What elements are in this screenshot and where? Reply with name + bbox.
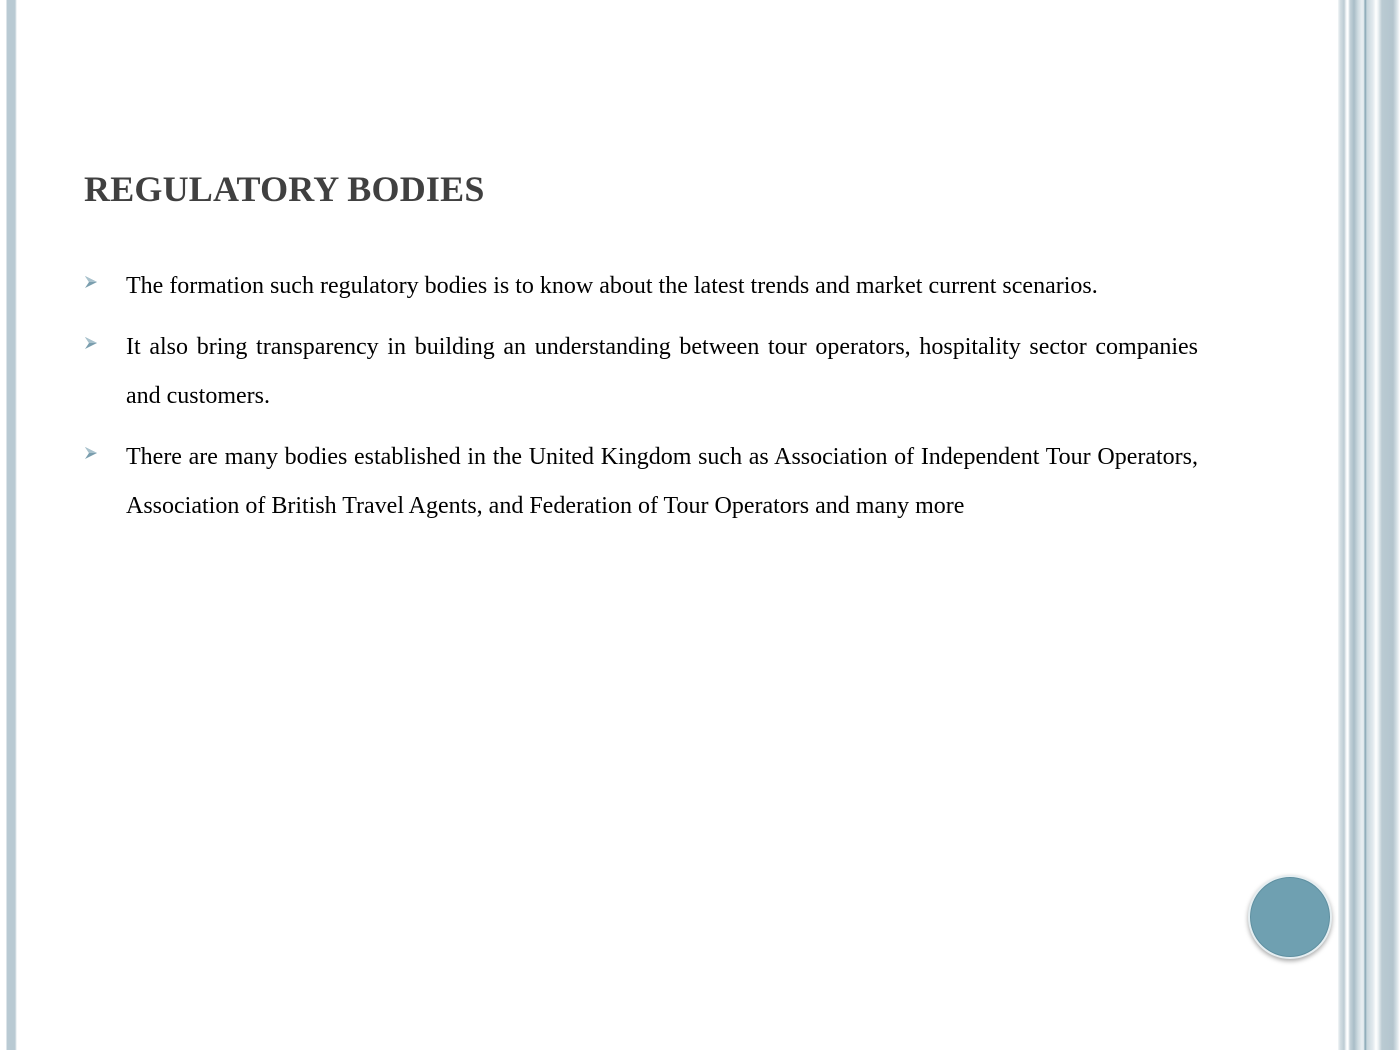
arrowhead-bullet-icon (84, 446, 98, 460)
decorative-circle (1248, 875, 1332, 959)
bullet-item (84, 262, 1198, 311)
slide-title: REGULATORY BODIES (84, 169, 485, 209)
bullet-item (84, 433, 1198, 531)
right-border-decoration (1338, 0, 1400, 1050)
arrowhead-bullet-icon (84, 336, 98, 350)
bullet-text: There are many bodies established in the United Kingdom such as Association of Independent Tour Operators, Association of British Travel Agents, and Federation of Tour Operators and many more (126, 444, 1198, 519)
bullet-list (84, 262, 1198, 543)
bullet-text: The formation such regulatory bodies is to know about the latest trends and market current scenarios. (126, 273, 1098, 299)
left-border-decoration (0, 0, 17, 1050)
arrowhead-bullet-icon (84, 275, 98, 289)
bullet-text: It also bring transparency in building an understanding between tour operators, hospitality sector companies and customers. (126, 334, 1198, 409)
bullet-item (84, 323, 1198, 421)
